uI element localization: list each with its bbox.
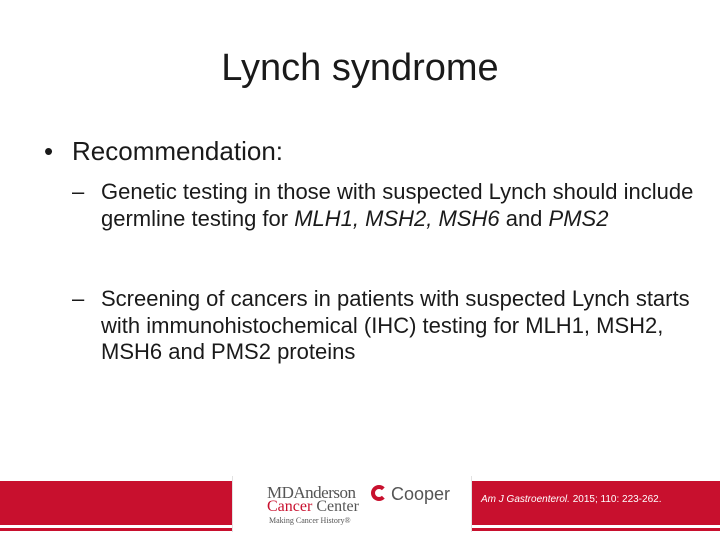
logo-cancer-word: Cancer [267, 498, 313, 515]
sub1-part1: Genetic testing in those with suspected Lynch should include germline testing for [101, 179, 694, 231]
dash-marker: – [72, 286, 85, 311]
citation-details: 2015; 110: 223-262. [569, 494, 662, 505]
logo-md-text: MDAnderson [267, 483, 356, 502]
sub-bullet-genetic-testing [72, 179, 702, 232]
logo-center-word: Center [312, 498, 359, 515]
logo-cooper-text: Cooper [391, 484, 451, 504]
citation [481, 494, 661, 505]
bullet-recommendation [44, 134, 283, 168]
dash-marker: – [72, 179, 85, 204]
sub-bullet-screening [72, 286, 702, 366]
sub1-pms2-italic: PMS2 [548, 205, 609, 231]
sub1-part2: and [499, 205, 549, 231]
logo-tagline: Making Cancer History® [269, 516, 351, 525]
slide-title: Lynch syndrome [221, 47, 499, 89]
citation-journal: Am J Gastroenterol. [481, 494, 570, 505]
sub-bullet-text [72, 179, 702, 232]
sub1-genes-italic: MLH1, MSH2, MSH6 [294, 205, 500, 231]
cooper-c-icon [371, 485, 387, 501]
logo-cancer-center [267, 498, 359, 516]
bullet-text: Recommendation: [72, 136, 283, 166]
sub-bullet-text: Screening of cancers in patients with suspected Lynch starts with immunohistochemical (IHC) testing for MLH1, MSH2, MSH6 and PMS2 proteins [101, 286, 690, 364]
md-anderson-cooper-logo [232, 476, 472, 532]
bullet-dot: • [44, 136, 54, 166]
